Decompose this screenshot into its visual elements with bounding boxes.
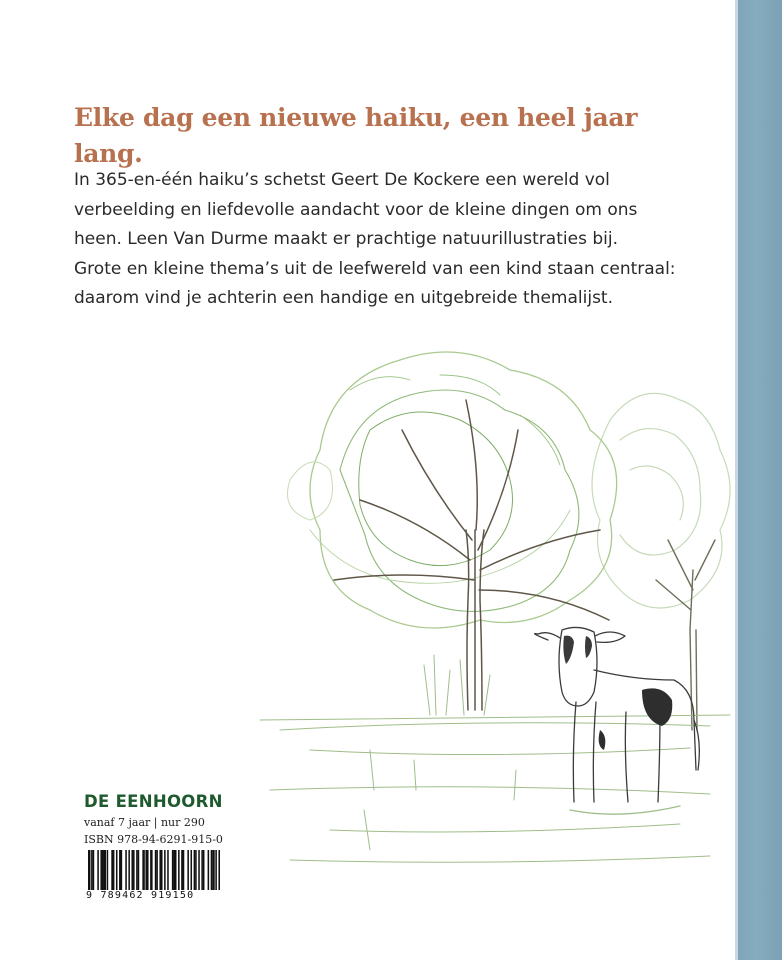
background-tree-foliage [592, 393, 730, 608]
tree-cow-illustration [250, 330, 738, 890]
blurb-line: verbeelding en liefdevolle aandacht voor de kleine dingen om ons [74, 199, 638, 220]
blurb-line: Grote en kleine thema’s uit de leefwereld van een kind staan centraal: [74, 258, 676, 279]
blurb [74, 166, 714, 314]
book-spine [738, 0, 782, 960]
publisher-name: DE EENHOORN [84, 792, 223, 811]
barcode-digits: 9 789462 919150 [84, 890, 226, 901]
blurb-line: In 365-en-één haiku’s schetst Geert De Kockere een wereld vol [74, 170, 610, 190]
blurb-line: heen. Leen Van Durme maakt er prachtige natuurillustraties bij. [74, 229, 618, 249]
tagline: Elke dag een nieuwe haiku, een heel jaar lang. [74, 103, 638, 168]
book-meta [84, 814, 223, 848]
blurb-line: daarom vind je achterin een handige en uitgebreide themalijst. [74, 288, 613, 308]
main-tree-foliage [288, 352, 617, 628]
main-tree-trunk [334, 400, 609, 710]
age-nur: vanaf 7 jaar | nur 290 [84, 816, 205, 829]
isbn: ISBN 978-94-6291-915-0 [84, 833, 223, 846]
cow-drawing [535, 627, 700, 814]
